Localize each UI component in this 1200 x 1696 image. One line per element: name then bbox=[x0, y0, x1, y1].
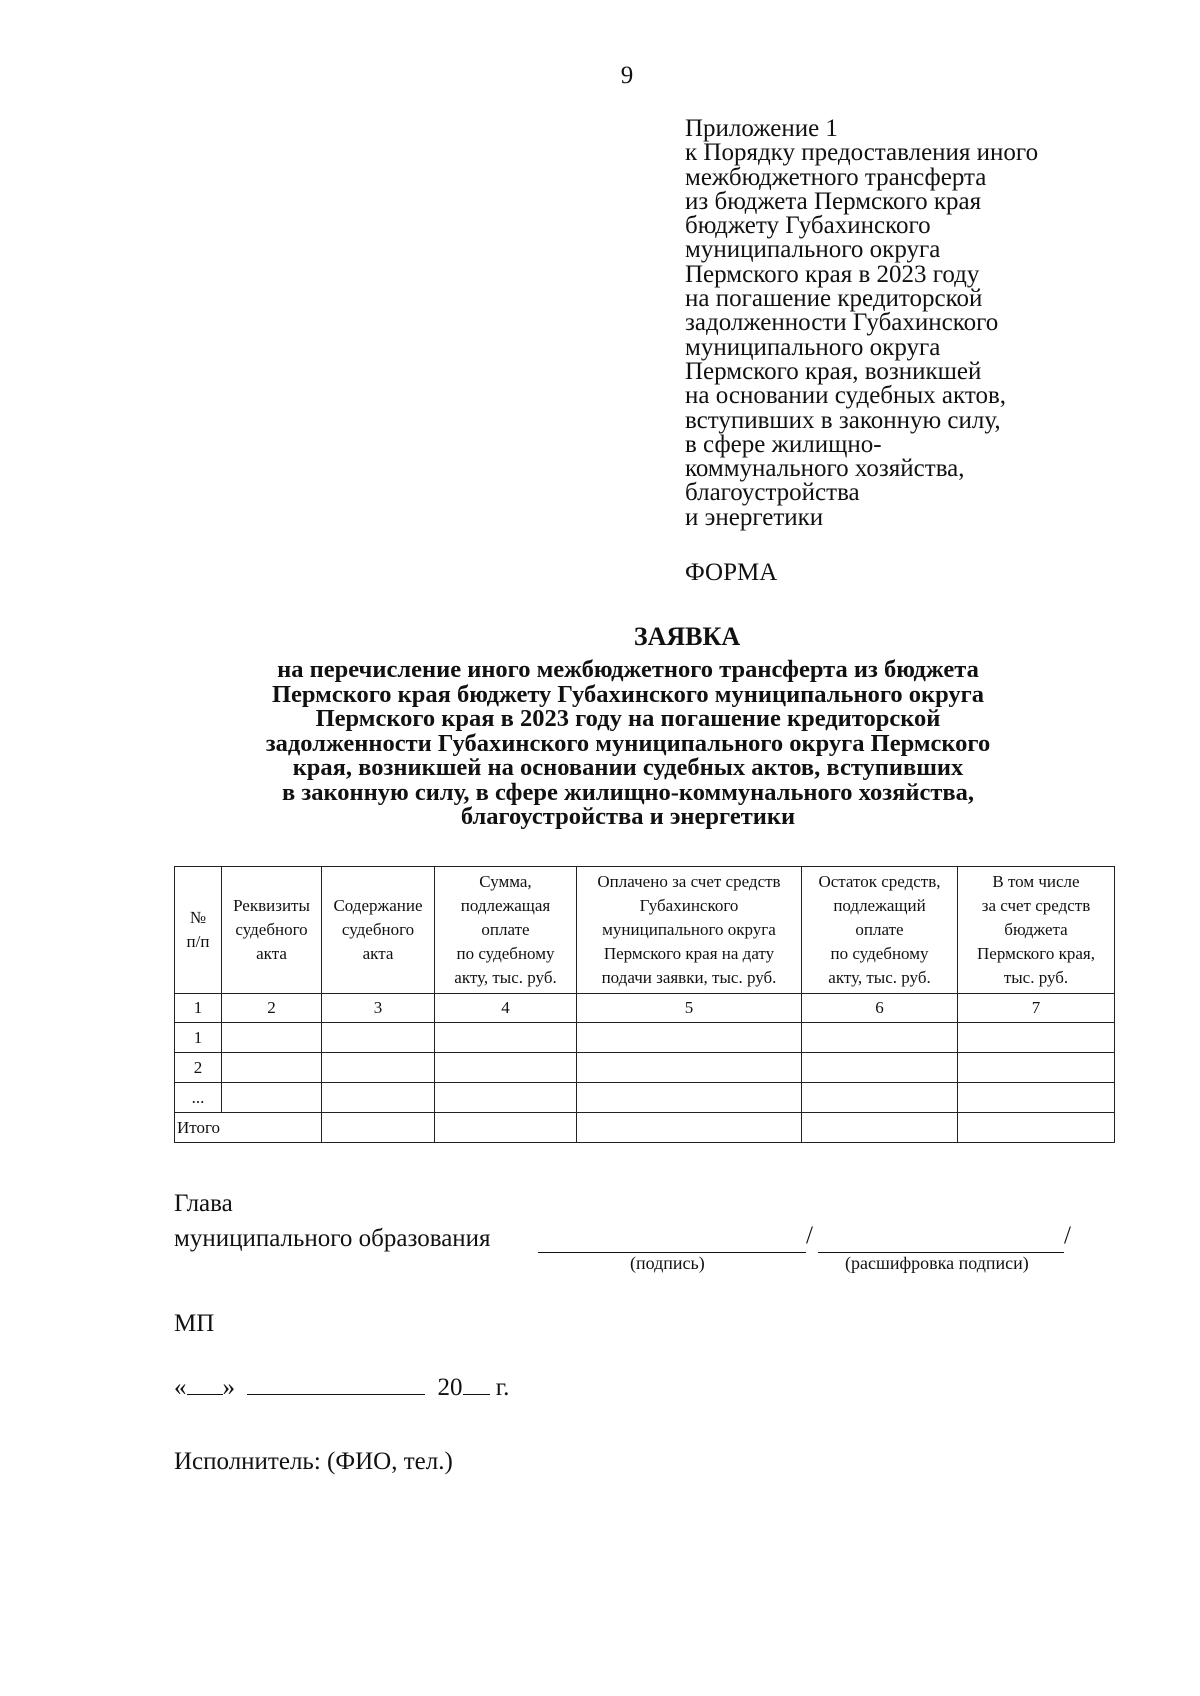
header-cell-amount-due bbox=[435, 867, 577, 994]
header-cell-number bbox=[175, 867, 222, 994]
subtitle-line: Пермского края в 2023 году на погашение кредиторской bbox=[315, 705, 941, 732]
table-cell bbox=[577, 1113, 802, 1143]
header-cell-act-details bbox=[222, 867, 322, 994]
appendix-line: на погашение кредиторской bbox=[685, 285, 983, 313]
appendix-line: Пермского края в 2023 году bbox=[685, 260, 980, 288]
header-line: по судебному bbox=[830, 944, 929, 963]
year-blank[interactable] bbox=[463, 1394, 490, 1395]
table-cell bbox=[802, 1113, 958, 1143]
header-line: подачи заявки, тыс. руб. bbox=[601, 968, 777, 987]
table-cell bbox=[222, 1023, 322, 1053]
column-number-cell: 4 bbox=[435, 994, 577, 1023]
header-line: оплате bbox=[855, 920, 904, 939]
header-cell-regional-budget bbox=[958, 867, 1115, 994]
table-cell bbox=[577, 1053, 802, 1083]
table-cell bbox=[435, 1083, 577, 1113]
table-cell bbox=[958, 1053, 1115, 1083]
appendix-line: Пермского края, возникшей bbox=[685, 357, 982, 385]
header-line: судебного bbox=[341, 920, 415, 939]
subtitle-line: Пермского края бюджету Губахинского муниципального округа bbox=[271, 680, 985, 708]
header-line: Пермского края на дату bbox=[603, 944, 775, 963]
table-cell bbox=[435, 1023, 577, 1053]
subtitle-line: в законную силу, в сфере жилищно-коммунального хозяйства, bbox=[282, 778, 974, 806]
total-row bbox=[175, 1113, 1115, 1143]
column-number-cell: 1 bbox=[175, 994, 222, 1023]
table-cell bbox=[958, 1113, 1115, 1143]
header-line: судебного bbox=[235, 920, 308, 939]
subtitle-line: благоустройства и энергетики bbox=[460, 803, 796, 830]
column-number-cell: 3 bbox=[322, 994, 435, 1023]
header-cell-paid bbox=[577, 867, 802, 994]
year-prefix: 20 bbox=[437, 1374, 463, 1401]
appendix-line: бюджету Губахинского bbox=[685, 212, 931, 240]
date-line bbox=[174, 1374, 509, 1402]
header-line: В том числе bbox=[992, 872, 1080, 891]
header-line: № bbox=[189, 908, 207, 927]
table-cell bbox=[222, 1053, 322, 1083]
header-cell-act-content bbox=[322, 867, 435, 994]
table-cell bbox=[958, 1023, 1115, 1053]
table-cell bbox=[222, 1083, 322, 1113]
year-suffix: г. bbox=[495, 1374, 510, 1401]
row-number-cell: 1 bbox=[175, 1023, 222, 1053]
header-line: подлежащая bbox=[460, 896, 551, 915]
header-line: акта bbox=[362, 944, 394, 963]
table-cell bbox=[577, 1023, 802, 1053]
table-cell bbox=[322, 1083, 435, 1113]
signature-caption: (подпись) bbox=[630, 1253, 705, 1273]
appendix-line: на основании судебных актов, bbox=[685, 382, 1006, 410]
table-cell bbox=[577, 1083, 802, 1113]
header-line: акта bbox=[256, 944, 287, 963]
table-cell bbox=[435, 1113, 577, 1143]
date-open-quote: « bbox=[174, 1374, 187, 1401]
document-title: ЗАЯВКА bbox=[633, 622, 741, 651]
table-cell bbox=[802, 1023, 958, 1053]
appendix-line: благоустройства bbox=[685, 479, 860, 507]
signature-slash: / bbox=[806, 1222, 813, 1249]
subtitle-line: задолженности Губахинского муниципального округа Пермского bbox=[265, 729, 991, 757]
table-header-row bbox=[175, 867, 1115, 994]
date-close-quote: » bbox=[222, 1374, 235, 1401]
header-line: п/п bbox=[186, 932, 210, 951]
appendix-block bbox=[685, 117, 1155, 530]
column-number-row bbox=[175, 994, 1115, 1023]
table-row bbox=[175, 1083, 1115, 1113]
header-line: Пермского края, bbox=[977, 944, 1095, 963]
header-line: Оплачено за счет средств bbox=[597, 872, 781, 891]
row-number-cell: 2 bbox=[175, 1053, 222, 1083]
month-blank[interactable] bbox=[247, 1394, 425, 1395]
appendix-line: задолженности Губахинского bbox=[685, 309, 999, 337]
day-blank[interactable] bbox=[187, 1394, 223, 1395]
header-line: Реквизиты bbox=[233, 896, 310, 915]
table-cell bbox=[435, 1053, 577, 1083]
table-cell bbox=[802, 1053, 958, 1083]
signature-slash-end: / bbox=[1064, 1222, 1071, 1249]
header-line: Содержание bbox=[333, 896, 423, 915]
row-number-cell: ... bbox=[175, 1083, 222, 1113]
column-number-cell: 7 bbox=[958, 994, 1115, 1023]
appendix-line: из бюджета Пермского края bbox=[685, 187, 982, 215]
subtitle-line: на перечисление иного межбюджетного трансферта из бюджета bbox=[277, 656, 979, 683]
document-subtitle bbox=[0, 658, 1200, 830]
page-number: 9 bbox=[620, 62, 634, 89]
header-line: за счет средств bbox=[981, 896, 1091, 915]
organization-label: муниципального образования bbox=[174, 1225, 491, 1252]
header-line: акту, тыс. руб. bbox=[454, 968, 557, 987]
appendix-line: межбюджетного трансферта bbox=[685, 163, 987, 191]
total-label: Итого bbox=[175, 1113, 322, 1143]
header-line: муниципального округа bbox=[602, 920, 776, 939]
column-number-cell: 2 bbox=[222, 994, 322, 1023]
appendix-line: муниципального округа bbox=[685, 333, 941, 361]
table-row bbox=[175, 1053, 1115, 1083]
form-label: ФОРМА bbox=[685, 559, 778, 586]
header-line: тыс. руб. bbox=[1003, 968, 1069, 987]
table-cell bbox=[322, 1053, 435, 1083]
appendix-line: коммунального хозяйства, bbox=[685, 455, 965, 483]
header-line: подлежащий bbox=[833, 896, 926, 915]
table-row bbox=[175, 1023, 1115, 1053]
header-line: бюджета bbox=[1004, 920, 1068, 939]
header-line: оплате bbox=[481, 920, 530, 939]
table-cell bbox=[322, 1023, 435, 1053]
appendix-line: в сфере жилищно- bbox=[685, 430, 882, 458]
subtitle-line: края, возникшей на основании судебных актов, вступивших bbox=[292, 754, 964, 781]
seal-label: МП bbox=[174, 1310, 215, 1337]
signature-decoding-caption: (расшифровка подписи) bbox=[845, 1253, 1029, 1273]
appendix-line: к Порядку предоставления иного bbox=[685, 139, 1039, 167]
table-cell bbox=[958, 1083, 1115, 1113]
header-line: акту, тыс. руб. bbox=[828, 968, 931, 987]
column-number-cell: 6 bbox=[802, 994, 958, 1023]
header-line: по судебному bbox=[456, 944, 555, 963]
header-line: Губахинского bbox=[639, 896, 739, 915]
column-number-cell: 5 bbox=[577, 994, 802, 1023]
table-cell bbox=[322, 1113, 435, 1143]
head-label: Глава bbox=[174, 1190, 233, 1217]
appendix-line: Приложение 1 bbox=[685, 115, 838, 142]
executor-label: Исполнитель: (ФИО, тел.) bbox=[174, 1448, 453, 1475]
appendix-line: вступивших в законную силу, bbox=[685, 406, 1001, 434]
header-line: Остаток средств, bbox=[818, 872, 941, 891]
appendix-line: и энергетики bbox=[685, 503, 824, 531]
application-table bbox=[174, 866, 1115, 1143]
appendix-line: муниципального округа bbox=[685, 236, 941, 264]
header-line: Сумма, bbox=[479, 872, 532, 891]
table-cell bbox=[802, 1083, 958, 1113]
header-cell-remaining bbox=[802, 867, 958, 994]
